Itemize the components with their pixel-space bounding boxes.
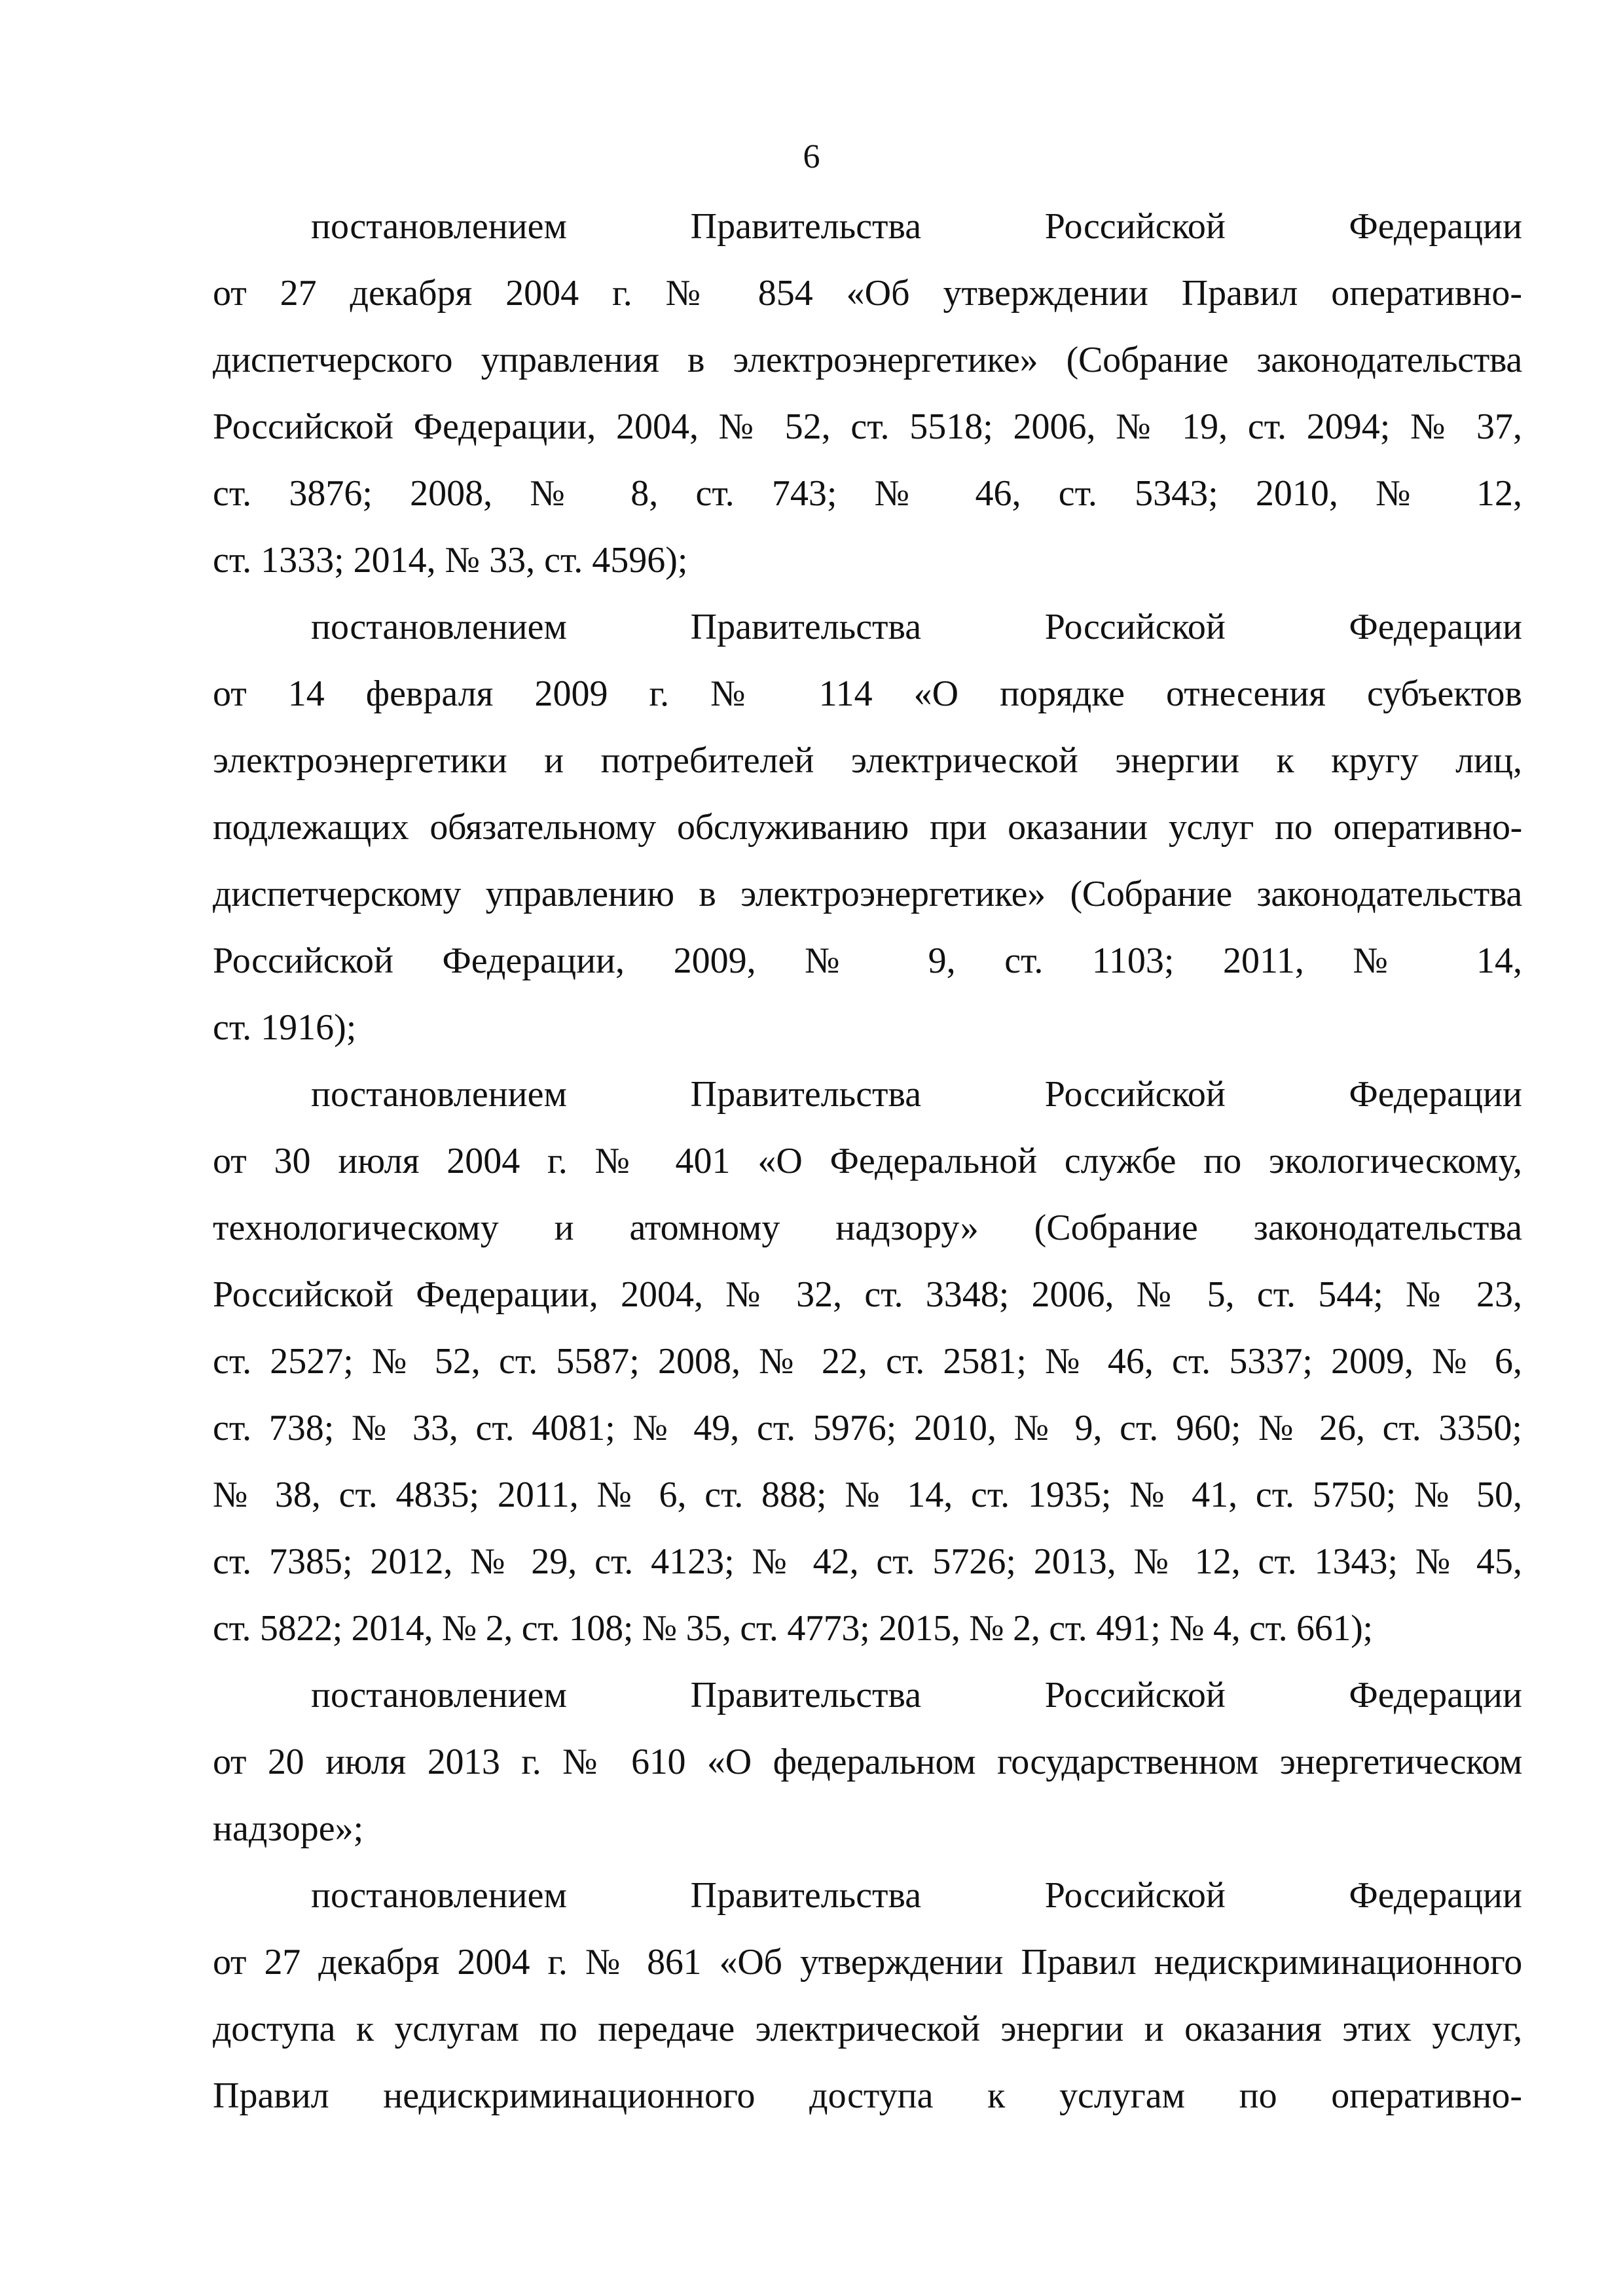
text-line: диспетчерскому управлению в электроэнергетике» (Собрание законодательства bbox=[213, 874, 1522, 914]
text-line: надзоре»; bbox=[213, 1808, 364, 1849]
text-line: от 14 февраля 2009 г. № 114 «О порядке отнесения субъектов bbox=[213, 673, 1522, 714]
text-line: от 27 декабря 2004 г. № 854 «Об утверждении Правил оперативно- bbox=[213, 273, 1522, 314]
text-line: Российской Федерации, 2009, № 9, ст. 1103; 2011, № 14, bbox=[213, 941, 1522, 981]
text-line: ст. 3876; 2008, № 8, ст. 743; № 46, ст. 5343; 2010, № 12, bbox=[213, 473, 1522, 514]
text-line: ст. 2527; № 52, ст. 5587; 2008, № 22, ст. 2581; № 46, ст. 5337; 2009, № 6, bbox=[213, 1341, 1522, 1382]
text-line: от 20 июля 2013 г. № 610 «О федеральном государственном энергетическом bbox=[213, 1742, 1522, 1782]
text-line: постановлением Правительства Российской Федерации bbox=[311, 206, 1522, 247]
paragraph-decree-610 bbox=[213, 1662, 1522, 1862]
text-line: ст. 738; № 33, ст. 4081; № 49, ст. 5976; 2010, № 9, ст. 960; № 26, ст. 3350; bbox=[213, 1408, 1522, 1448]
text-line: Правил недискриминационного доступа к услугам по оперативно- bbox=[213, 2075, 1522, 2116]
paragraph-decree-861 bbox=[213, 1862, 1522, 2129]
text-line: от 30 июля 2004 г. № 401 «О Федеральной службе по экологическому, bbox=[213, 1141, 1522, 1181]
document-body bbox=[213, 193, 1522, 2129]
text-line: постановлением Правительства Российской Федерации bbox=[311, 1875, 1522, 1916]
text-line: технологическому и атомному надзору» (Собрание законодательства bbox=[213, 1208, 1522, 1248]
text-line: Российской Федерации, 2004, № 52, ст. 5518; 2006, № 19, ст. 2094; № 37, bbox=[213, 406, 1522, 447]
text-line: Российской Федерации, 2004, № 32, ст. 3348; 2006, № 5, ст. 544; № 23, bbox=[213, 1274, 1522, 1315]
text-line: доступа к услугам по передаче электрической энергии и оказания этих услуг, bbox=[213, 2009, 1522, 2049]
page-number: 6 bbox=[803, 138, 820, 175]
text-line: от 27 декабря 2004 г. № 861 «Об утверждении Правил недискриминационного bbox=[213, 1942, 1522, 1982]
paragraph-decree-854 bbox=[213, 193, 1522, 594]
text-line: постановлением Правительства Российской Федерации bbox=[311, 1074, 1522, 1115]
text-line: ст. 1916); bbox=[213, 1007, 357, 1048]
text-line: постановлением Правительства Российской Федерации bbox=[311, 607, 1522, 647]
paragraph-decree-401 bbox=[213, 1061, 1522, 1662]
text-line: постановлением Правительства Российской Федерации bbox=[311, 1675, 1522, 1715]
text-line: ст. 7385; 2012, № 29, ст. 4123; № 42, ст. 5726; 2013, № 12, ст. 1343; № 45, bbox=[213, 1541, 1522, 1582]
text-line: № 38, ст. 4835; 2011, № 6, ст. 888; № 14, ст. 1935; № 41, ст. 5750; № 50, bbox=[213, 1475, 1522, 1515]
text-line: диспетчерского управления в электроэнергетике» (Собрание законодательства bbox=[213, 340, 1522, 380]
text-line: ст. 1333; 2014, № 33, ст. 4596); bbox=[213, 540, 688, 581]
paragraph-decree-114 bbox=[213, 594, 1522, 1061]
text-line: подлежащих обязательному обслуживанию при оказании услуг по оперативно- bbox=[213, 807, 1522, 848]
text-line: электроэнергетики и потребителей электрической энергии к кругу лиц, bbox=[213, 740, 1522, 781]
text-line: ст. 5822; 2014, № 2, ст. 108; № 35, ст. 4773; 2015, № 2, ст. 491; № 4, ст. 661); bbox=[213, 1608, 1373, 1649]
